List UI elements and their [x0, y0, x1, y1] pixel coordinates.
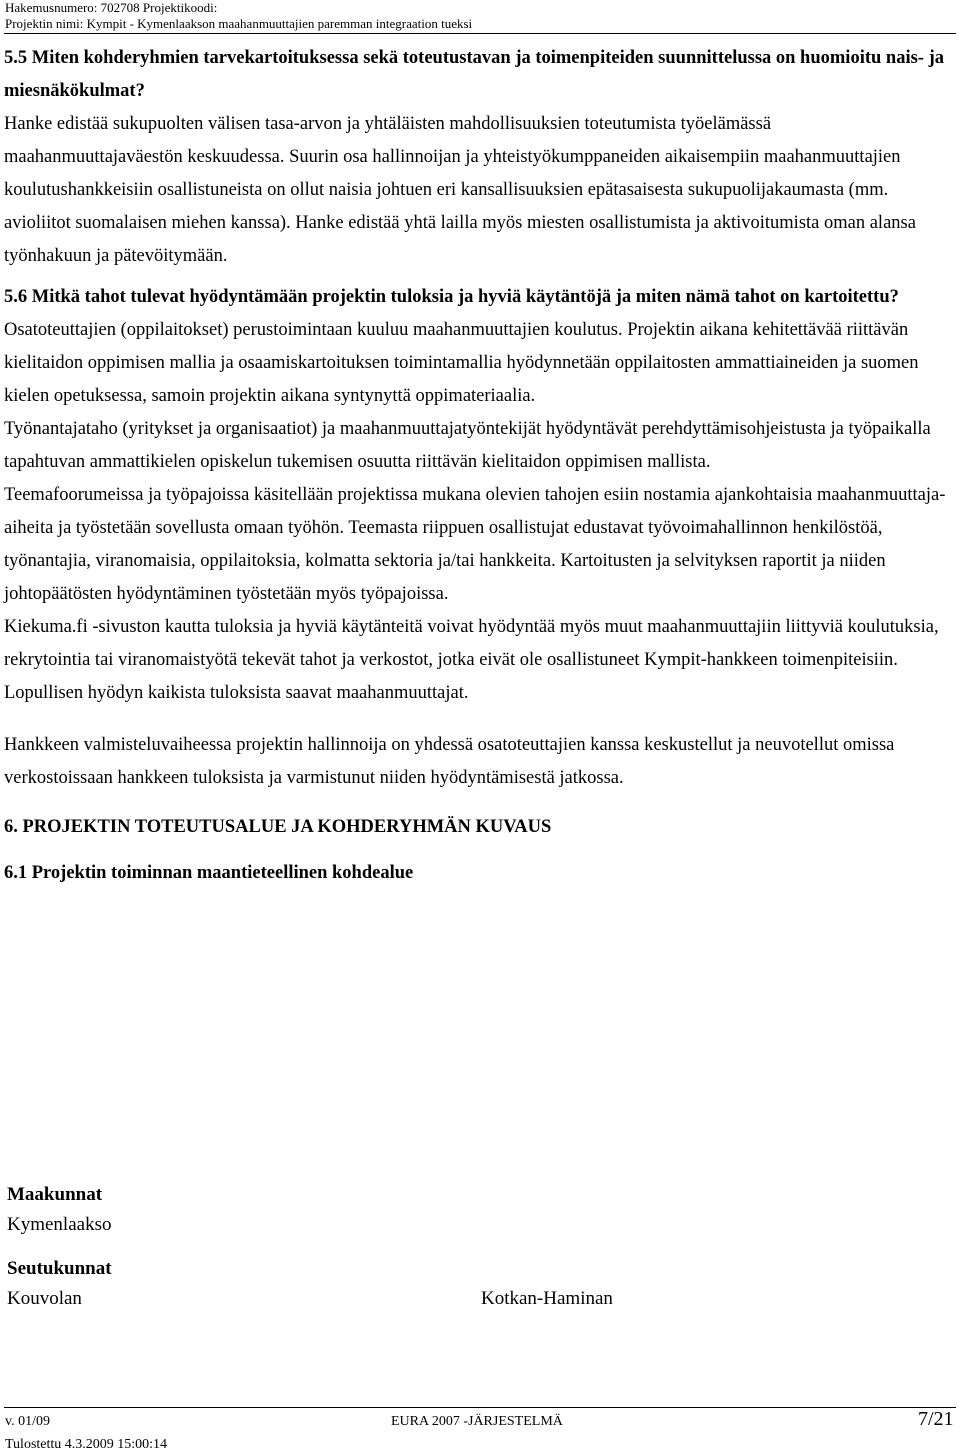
footer-system: EURA 2007 -JÄRJESTELMÄ [391, 1414, 563, 1429]
seutukunta-item: Kotkan-Haminan [481, 1288, 613, 1309]
section-5-6-paragraph-4: Kiekuma.fi -sivuston kautta tuloksia ja hyviä käytänteitä voivat hyödyntää myös muut maahanmuuttajiin liittyviä koulutuksia, rekrytointia tai viranomaistyötä tekevät tahot ja verkostot, jotka eivät ole osallistuneet Kympit-hankkeen toimenpiteisiin. [4, 617, 939, 670]
spacer [4, 795, 954, 811]
footer-divider [4, 1407, 956, 1408]
spacer [4, 844, 954, 857]
section-5-6-paragraph-1: Osatoteuttajien (oppilaitokset) perustoimintaan kuuluu maahanmuuttajien koulutus. Projektin aikana kehitettävää riittävän kielitaidon oppimisen mallia ja osaamiskartoituksen toimintamallia hyödynnetään oppilaitosten ammattiaineiden ja suomen kielen opetuksessa, samoin projektin aikana syntynyttä oppimateriaalia. [4, 320, 919, 406]
header-divider [4, 33, 956, 34]
section-6-heading: 6. PROJEKTIN TOTEUTUSALUE JA KOHDERYHMÄN KUVAUS [4, 817, 552, 837]
page-number: 7/21 [918, 1408, 954, 1430]
section-5-6-paragraph-2: Työnantajataho (yritykset ja organisaatiot) ja maahanmuuttajatyöntekijät hyödyntävät perehdyttämisohjeistusta ja työpaikalla tapahtuvan ammattikielen opiskelun tukemisen osuutta riittävän kielitaidon oppimisen mallista. [4, 419, 931, 472]
section-5-6-paragraph-5: Lopullisen hyödyn kaikista tuloksista saavat maahanmuuttajat. [4, 683, 469, 703]
spacer [4, 273, 954, 281]
section-5-6-paragraph-3: Teemafoorumeissa ja työpajoissa käsitellään projektissa mukana olevien tahojen esiin nostamia ajankohtaisia maahanmuuttaja-aiheita ja työstetään sovellusta omaan työhön. Teemasta riippuen osallistujat edustavat työvoimahallinnon henkilöstöä, työnantajia, viranomaisia, oppilaitoksia, kolmatta sektoria ja/tai hankkeita. Kartoitusten ja selvityksen raportit ja niiden johtopäätösten hyödyntäminen työstetään myös työpajoissa. [4, 485, 946, 604]
section-5-6-heading: 5.6 Mitkä tahot tulevat hyödyntämään projektin tuloksia ja hyviä käytäntöjä ja miten nämä tahot on kartoitettu? [4, 287, 899, 307]
section-5-6-paragraph-6: Hankkeen valmisteluvaiheessa projektin hallinnoija on yhdessä osatoteuttajien kanssa keskustellut ja neuvotellut omissa verkostoissaan hankkeen tuloksista ja varmistunut niiden hyödyntämisestä jatkossa. [4, 735, 895, 788]
footer-version: v. 01/09 [5, 1414, 50, 1429]
seutukunnat-label: Seutukunnat [7, 1258, 112, 1279]
spacer [4, 710, 954, 729]
section-5-5-body: Hanke edistää sukupuolten välisen tasa-arvon ja yhtäläisten mahdollisuuksien toteutumista työelämässä maahanmuuttajaväestön keskuudessa. Suurin osa hallinnoijan ja yhteistyökumppaneiden aikaisempiin maahanmuuttajien koulutushankkeisiin osallistuneista on ollut naisia johtuen eri kansallisuuksien epätasaisesta sukupuolijakaumasta (mm. avioliitot suomalaisen miehen kanssa). Hanke edistää yhtä lailla myös miesten osallistumista ja aktivoitumista oman alansa työnhakuun ja pätevöitymään. [4, 114, 916, 266]
section-6-1-heading: 6.1 Projektin toiminnan maantieteellinen kohdealue [4, 863, 414, 883]
maakunnat-value: Kymenlaakso [7, 1214, 112, 1235]
maakunnat-label: Maakunnat [7, 1184, 103, 1205]
seutukunta-item: Kouvolan [7, 1288, 82, 1309]
header-project-name: Projektin nimi: Kympit - Kymenlaakson maahanmuuttajien paremman integraation tueksi [5, 16, 473, 31]
footer-printed-date: Tulostettu 4.3.2009 15:00:14 [5, 1437, 168, 1452]
document-body [4, 42, 954, 890]
header-application-number: Hakemusnumero: 702708 Projektikoodi: [5, 0, 218, 15]
section-5-5-heading: 5.5 Miten kohderyhmien tarvekartoituksessa sekä toteutustavan ja toimenpiteiden suunnittelussa on huomioitu nais- ja miesnäkökulmat? [4, 48, 944, 101]
